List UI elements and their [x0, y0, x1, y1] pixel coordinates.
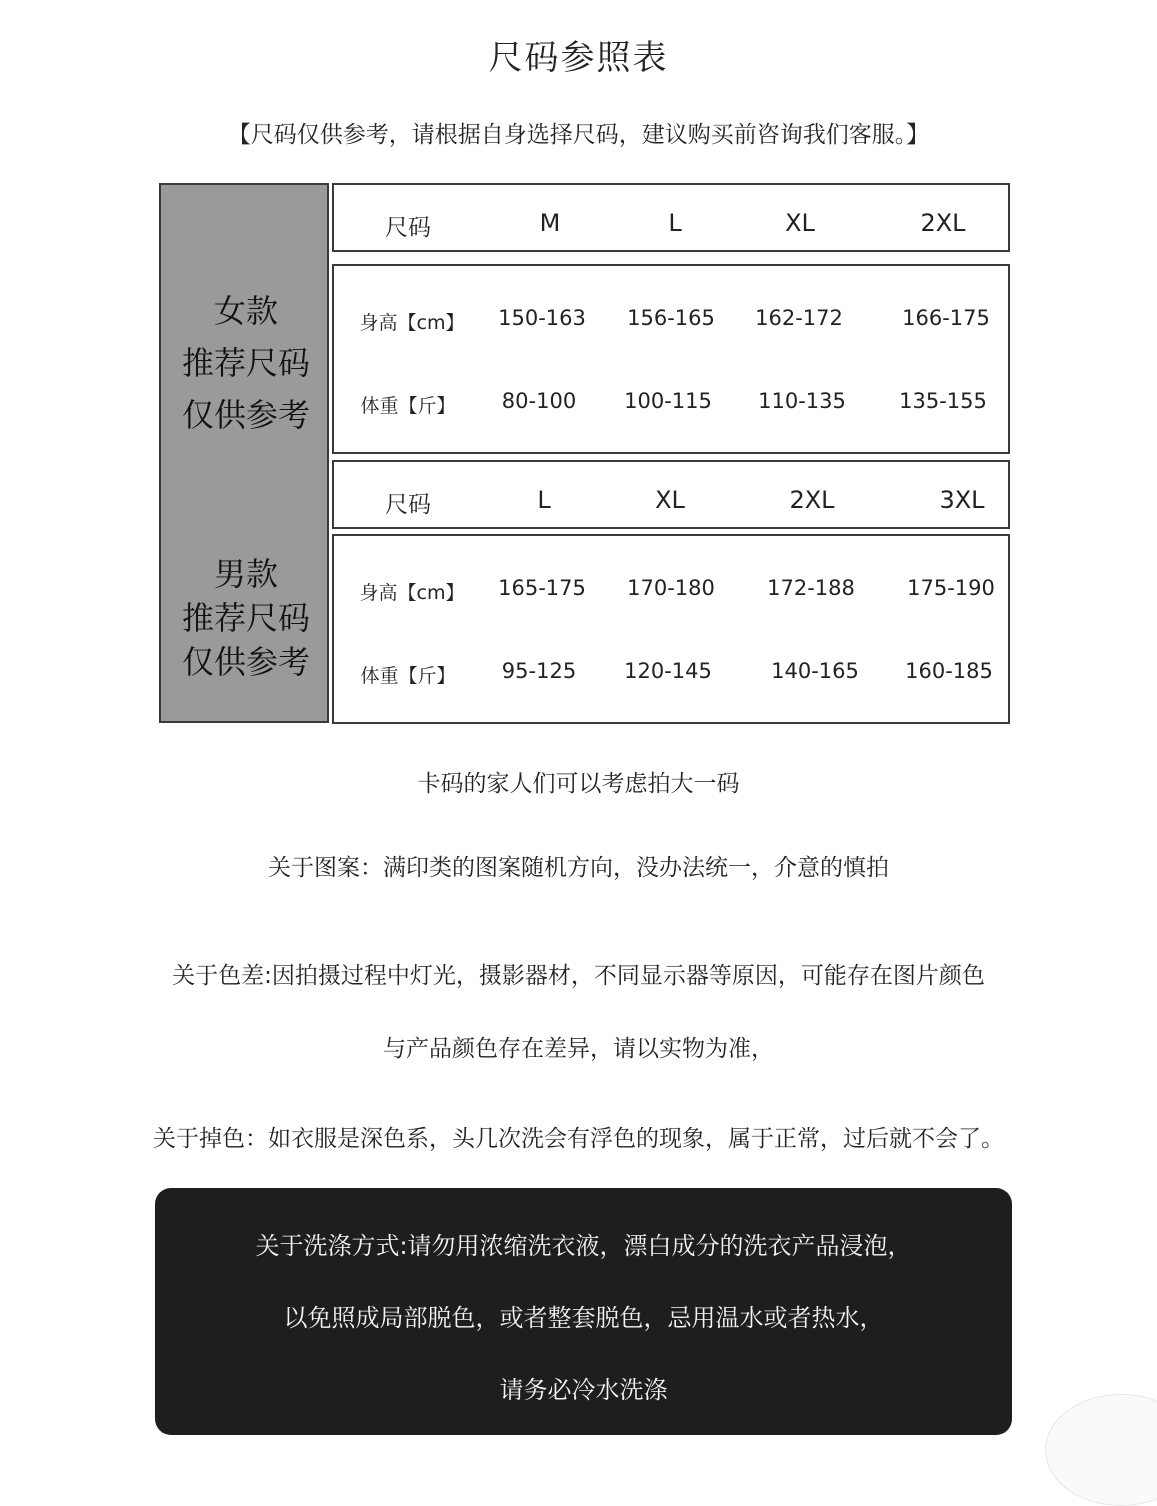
table-cell: 95-125: [501, 659, 577, 683]
header-cell: 尺码: [385, 492, 431, 518]
table-cell: 162-172: [755, 306, 843, 330]
table-cell: 165-175: [498, 576, 586, 600]
table-cell: 175-190: [907, 576, 995, 600]
fading-note: 关于掉色：如衣服是深色系，头几次洗会有浮色的现象，属于正常，过后就不会了。: [153, 1126, 1004, 1152]
wash-line: 以免照成局部脱色，或者整套脱色，忌用温水或者热水，: [283, 1304, 884, 1332]
women-label-line: 仅供参考: [181, 396, 310, 434]
women-size-header: [332, 183, 1010, 252]
women-category-label: [161, 285, 331, 441]
header-cell: L: [668, 209, 682, 237]
header-cell: 2XL: [920, 209, 966, 237]
header-cell: 尺码: [385, 215, 431, 241]
header-cell: L: [537, 486, 551, 514]
men-size-header: [332, 460, 1010, 529]
table-cell: 110-135: [758, 389, 846, 413]
header-cell: M: [539, 209, 561, 237]
category-panel: [159, 183, 329, 723]
wash-instructions: [155, 1188, 1012, 1435]
row-label: 身高【cm】: [359, 582, 465, 604]
men-label-line: 仅供参考: [181, 643, 310, 681]
table-cell: 172-188: [767, 576, 855, 600]
women-size-table: [332, 264, 1010, 454]
table-cell: 100-115: [624, 389, 712, 413]
header-cell: 3XL: [939, 486, 985, 514]
corner-overlay: [1045, 1394, 1157, 1506]
table-cell: 166-175: [902, 306, 990, 330]
table-cell: 156-165: [627, 306, 715, 330]
row-label: 体重【斤】: [360, 665, 456, 687]
table-cell: 150-163: [498, 306, 586, 330]
men-label-line: 男款: [213, 555, 278, 593]
color-diff-note: 关于色差:因拍摄过程中灯光，摄影器材，不同显示器等原因，可能存在图片颜色: [172, 963, 985, 989]
header-cell: 2XL: [789, 486, 835, 514]
men-size-table: [332, 534, 1010, 724]
header-cell: XL: [655, 486, 685, 514]
table-cell: 80-100: [501, 389, 577, 413]
wash-line: 关于洗涤方式:请勿用浓缩洗衣液，漂白成分的洗衣产品浸泡，: [255, 1232, 912, 1260]
wash-line: 请务必冷水洗涤: [499, 1376, 668, 1404]
pattern-note: 关于图案：满印类的图案随机方向，没办法统一，介意的慎拍: [268, 855, 889, 881]
row-label: 体重【斤】: [360, 395, 456, 417]
row-label: 身高【cm】: [359, 312, 465, 334]
size-tip: 卡码的家人们可以考虑拍大一码: [417, 771, 740, 797]
men-label-line: 推荐尺码: [181, 599, 310, 637]
table-cell: 135-155: [899, 389, 987, 413]
women-label-line: 女款: [213, 292, 278, 330]
table-cell: 160-185: [905, 659, 993, 683]
header-cell: XL: [785, 209, 815, 237]
table-cell: 170-180: [627, 576, 715, 600]
table-cell: 120-145: [624, 659, 712, 683]
men-category-label: [161, 552, 331, 684]
color-diff-note-cont: 与产品颜色存在差异，请以实物为准，: [383, 1036, 774, 1062]
size-notice: 【尺码仅供参考，请根据自身选择尺码，建议购买前咨询我们客服。】: [227, 122, 930, 148]
page-title: 尺码参照表: [488, 38, 669, 78]
women-label-line: 推荐尺码: [181, 344, 310, 382]
table-cell: 140-165: [771, 659, 859, 683]
